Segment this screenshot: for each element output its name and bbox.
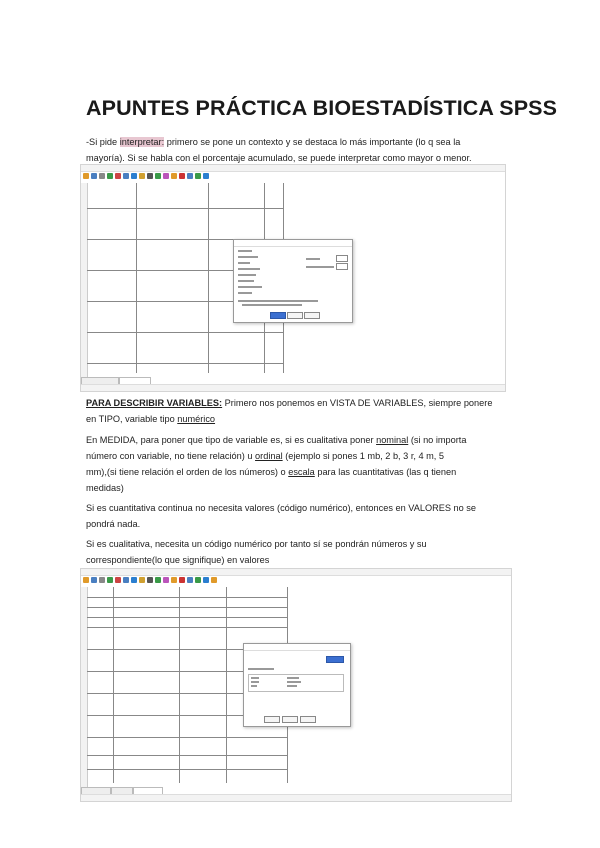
paragraph-line: En MEDIDA, para poner que tipo de variable es, si es cualitativa poner nominal (si no importa	[86, 435, 467, 445]
grid-line	[87, 617, 287, 618]
paragraph-cualitativa	[86, 536, 510, 568]
grid-line	[136, 183, 137, 373]
spss-screenshot-2	[80, 568, 512, 802]
help-button[interactable]	[300, 716, 316, 723]
paragraph-line: mm),(si tiene relación el orden de los números) o escala para las cuantitativas (las q tienen	[86, 467, 457, 477]
grid-line	[87, 627, 287, 628]
decimals-field[interactable]	[336, 263, 348, 270]
view-tabs	[81, 377, 151, 383]
grid-line	[87, 597, 287, 598]
paragraph-line: en TIPO, variable tipo numérico	[86, 414, 216, 424]
status-bar	[81, 384, 505, 391]
paragraph-line: mayoría). Si se habla con el porcentaje acumulado, se puede interpretar como mayor o menor.	[86, 153, 472, 163]
grid-line	[113, 587, 114, 783]
accept-button[interactable]	[264, 716, 280, 723]
row-index-column	[81, 183, 88, 377]
grid-line	[208, 183, 209, 373]
paragraph-line: -Si pide interpretar: primero se pone un contexto y se destaca lo más importante (lo q sea la	[86, 137, 461, 147]
grid-line	[87, 332, 283, 333]
grid-line	[87, 769, 287, 770]
paragraph-interpretar	[86, 134, 510, 166]
status-bar	[81, 794, 511, 801]
grid-line	[179, 587, 180, 783]
spelling-button[interactable]	[326, 656, 344, 663]
grid-line	[226, 587, 227, 783]
toolbar	[83, 171, 209, 181]
dialog-titlebar	[234, 240, 352, 247]
section-heading: PARA DESCRIBIR VARIABLES:	[86, 398, 223, 408]
width-field[interactable]	[336, 255, 348, 262]
spss-screenshot-1	[80, 164, 506, 392]
value-labels-dialog	[243, 643, 351, 727]
paragraph-line: correspondiente(lo que signifique) en valores	[86, 555, 270, 565]
paragraph-line: Si es cuantitativa continua no necesita valores (código numérico), entonces en VALORES no se	[86, 503, 477, 513]
help-button[interactable]	[304, 312, 320, 319]
paragraph-medida	[86, 432, 510, 496]
paragraph-line: PARA DESCRIBIR VARIABLES: Primero nos ponemos en VISTA DE VARIABLES, siempre ponere	[86, 398, 493, 408]
paragraph-line: número con variable, no tiene relación) u ordinal (ejemplo si pones 1 mb, 2 b, 3 r, 4 m, 5	[86, 451, 445, 461]
cancel-button[interactable]	[282, 716, 298, 723]
grid-line	[87, 363, 283, 364]
page-title: APUNTES PRÁCTICA BIOESTADÍSTICA SPSS	[86, 96, 558, 120]
paragraph-line: pondrá nada.	[86, 519, 141, 529]
paragraph-cuantitativa	[86, 500, 510, 532]
dialog-titlebar	[244, 644, 350, 651]
view-tabs	[81, 787, 163, 793]
grid-line	[87, 755, 287, 756]
paragraph-line: medidas)	[86, 483, 124, 493]
grid-line	[87, 208, 283, 209]
toolbar	[83, 575, 217, 585]
value-labels-list[interactable]	[248, 674, 344, 692]
grid-line	[87, 607, 287, 608]
highlighted-term: interpretar:	[119, 137, 165, 147]
accept-button[interactable]	[270, 312, 286, 319]
paragraph-line: Si es cualitativa, necesita un código numérico por tanto sí se pondrán números y su	[86, 539, 427, 549]
variable-type-dialog	[233, 239, 353, 323]
cancel-button[interactable]	[287, 312, 303, 319]
grid-line	[87, 737, 287, 738]
paragraph-describir-variables	[86, 395, 510, 427]
